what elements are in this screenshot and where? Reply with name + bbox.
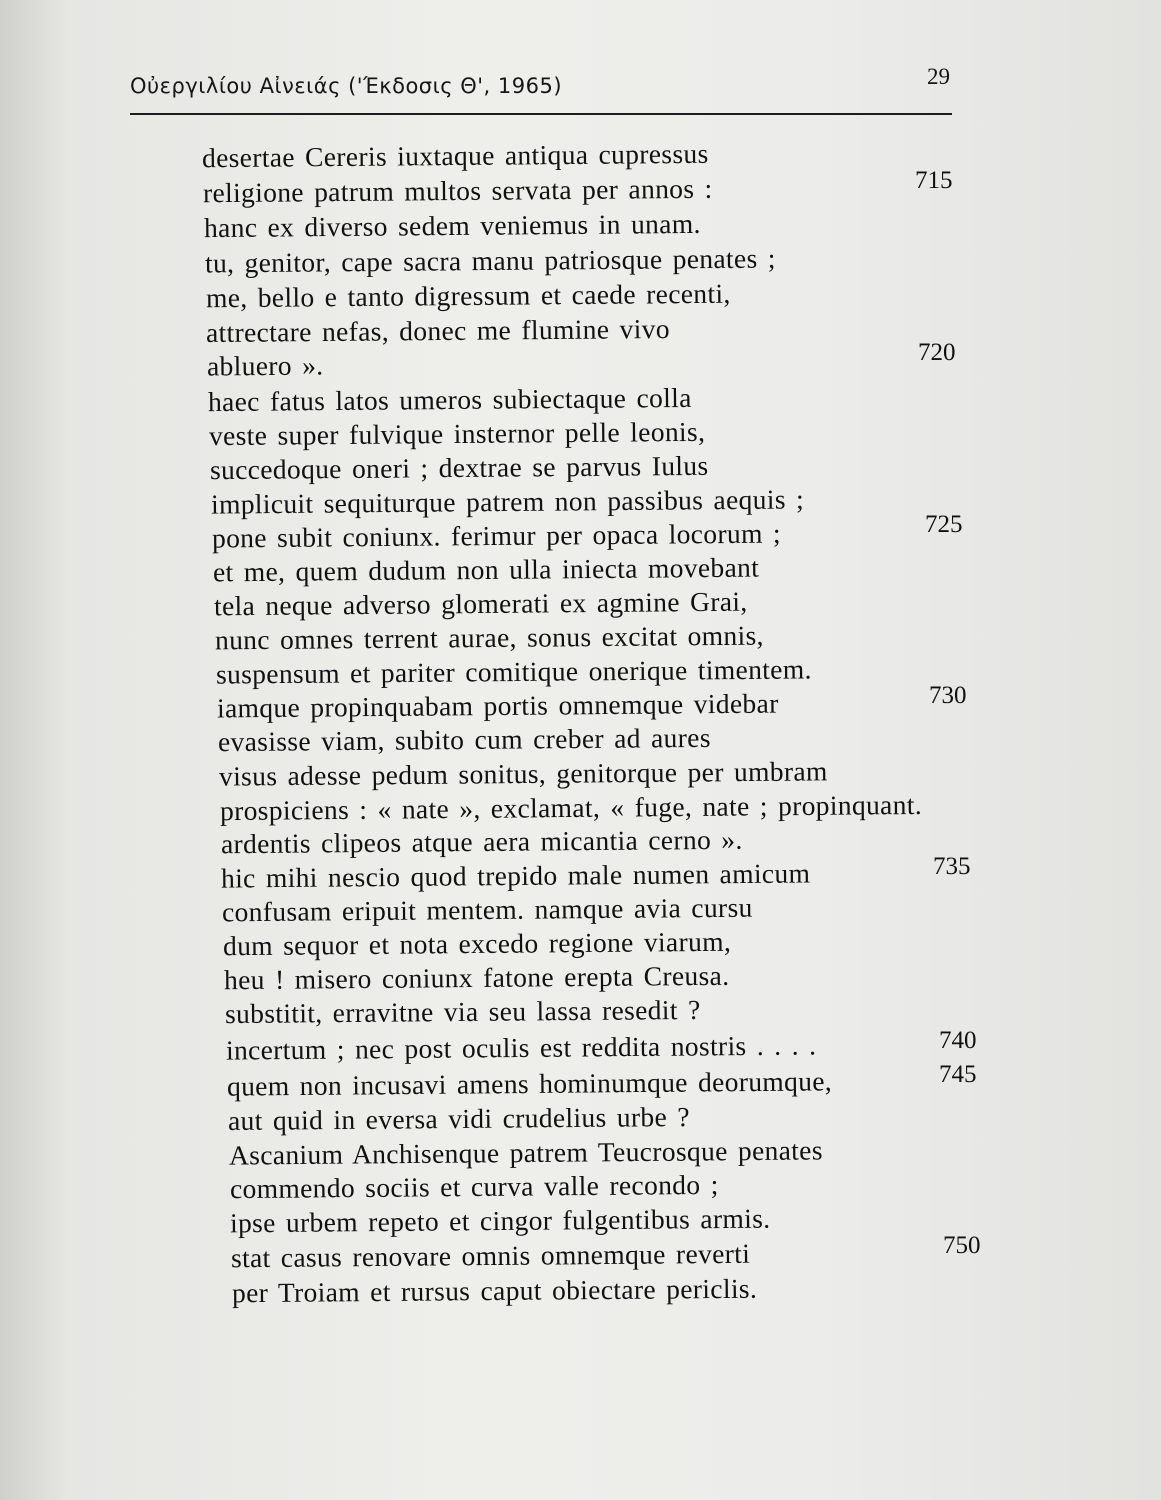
verse-line: ardentis clipeos atque aera micantia cerno ». [220, 823, 743, 860]
line-number: 715 [915, 167, 953, 194]
verse-line: prospiciens : « nate », exclamat, « fuge, nate ; propinquant. [219, 788, 923, 827]
verse-line: per Troiam et rursus caput obiectare periclis. [231, 1272, 758, 1309]
verse-line: incertum ; nec post oculis est reddita nostris . . . . [225, 1029, 817, 1066]
verse-line: veste super fulvique insternor pelle leonis, [208, 415, 706, 452]
verse-line: heu ! misero coniunx fatone erepta Creusa. [223, 959, 730, 996]
verse-line: pone subit coniunx. ferimur per opaca locorum ; [211, 517, 782, 554]
verse-line: implicuit sequiturque patrem non passibus aequis ; [210, 483, 805, 520]
verse-line: tu, genitor, cape sacra manu patriosque penates ; [204, 242, 776, 279]
verse-line: evasisse viam, subito cum creber ad aures [217, 721, 711, 758]
verse-line: et me, quem dudum non ulla iniecta movebant [212, 551, 760, 588]
line-number: 750 [943, 1232, 981, 1259]
verse-line: visus adesse pedum sonitus, genitorque per umbram [218, 755, 828, 792]
verse-line: me, bello e tanto digressum et caede recenti, [205, 277, 731, 314]
verse-line: suspensum et pariter comitique onerique timentem. [215, 653, 812, 690]
verse-line: substitit, erravitne via seu lassa resedit ? [224, 993, 701, 1030]
verse-line: succedoque oneri ; dextrae se parvus Iulus [209, 449, 709, 486]
verse-line: ipse urbem repeto et cingor fulgentibus armis. [229, 1202, 771, 1239]
verse-line: iamque propinquabam portis omnemque videbar [216, 687, 779, 724]
line-number: 745 [939, 1061, 977, 1088]
verse-line: dum sequor et nota excedo regione viarum, [222, 925, 732, 962]
verse-line: hic mihi nescio quod trepido male numen amicum [220, 857, 811, 894]
verse-line: stat casus renovare omnis omnemque reverti [230, 1237, 751, 1274]
verse-line: abluero ». [206, 349, 324, 382]
line-number: 740 [939, 1027, 977, 1054]
verse-line: attrectare nefas, donec me flumine vivo [205, 312, 670, 349]
line-number: 725 [925, 511, 963, 538]
verse-line: nunc omnes terrent aurae, sonus excitat omnis, [214, 619, 764, 656]
verse-line: desertae Cereris iuxtaque antiqua cupressus [201, 137, 709, 174]
verse-line: hanc ex diverso sedem veniemus in unam. [203, 207, 701, 244]
page-number: 29 [927, 64, 950, 89]
line-number: 735 [933, 853, 971, 880]
verse-line: quem non incusavi amens hominumque deorumque, [226, 1065, 833, 1102]
verse-line: Ascanium Anchisenque patrem Teucrosque penates [228, 1134, 823, 1171]
verse-line: tela neque adverso glomerati ex agmine Grai, [213, 585, 748, 622]
verse-line: religione patrum multos servata per annos : [202, 172, 713, 209]
verse-line: aut quid in eversa vidi crudelius urbe ? [227, 1100, 691, 1137]
verse-line: commendo sociis et curva valle recondo ; [229, 1168, 719, 1205]
line-number: 730 [929, 682, 967, 709]
line-number: 720 [918, 339, 956, 366]
verse-line: haec fatus latos umeros subiectaque colla [207, 381, 692, 418]
verse-line: confusam eripuit mentem. namque avia cursu [221, 891, 753, 928]
running-title: Οὐεργιλίου Αἰνειάς ('Έκδοσις Θ', 1965) [130, 74, 563, 98]
